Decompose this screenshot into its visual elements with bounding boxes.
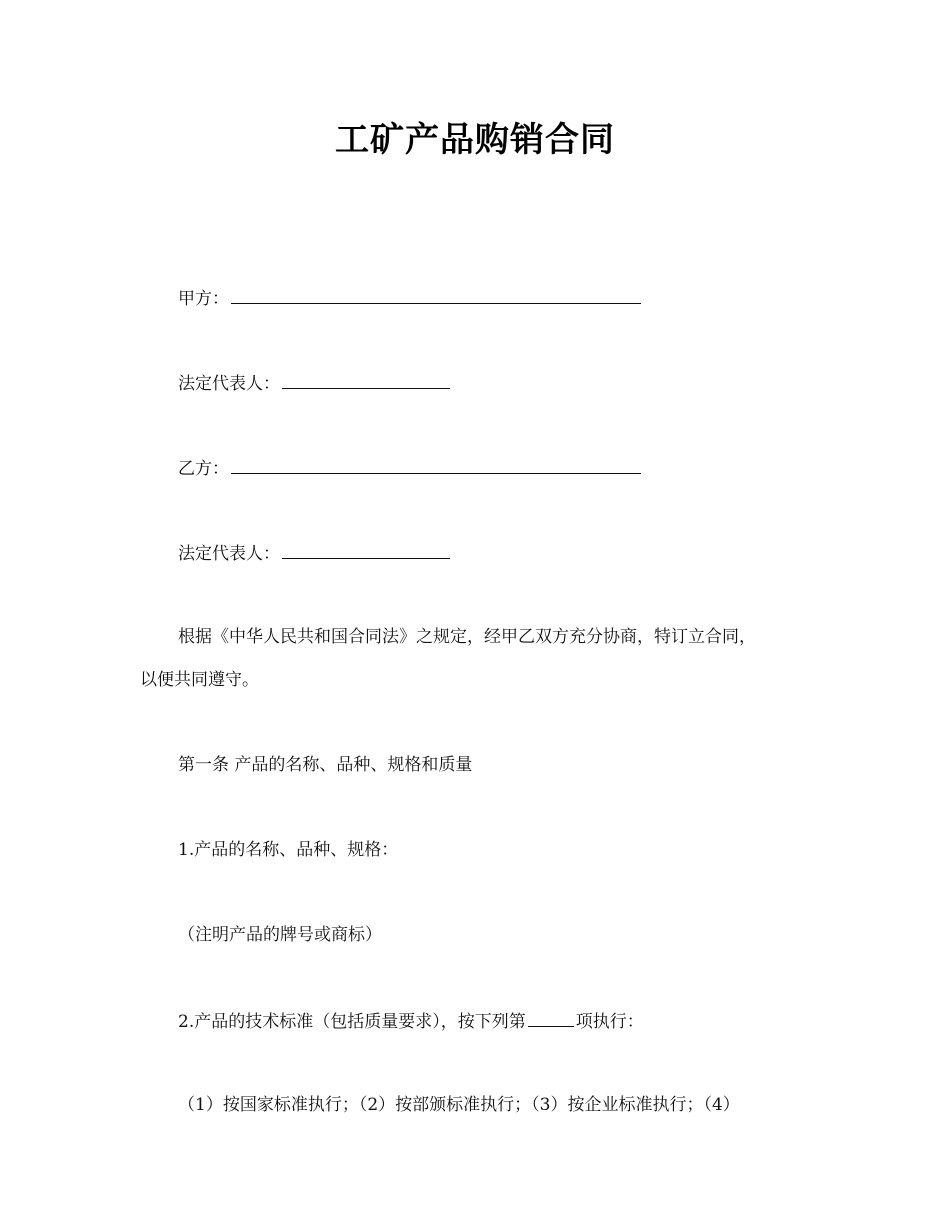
party-b-blank[interactable] [231, 455, 641, 474]
item-2-blank[interactable] [528, 1008, 574, 1027]
item-2-options: （1）按国家标准执行；（2）按部颁标准执行；（3）按企业标准执行；（4） [178, 1095, 740, 1115]
party-a-rep-blank[interactable] [282, 370, 450, 389]
item-1-note: （注明产品的牌号或商标） [178, 925, 382, 945]
party-b-line [178, 455, 641, 481]
article-1-heading: 第一条 产品的名称、品种、规格和质量 [178, 755, 473, 775]
preamble-line-2: 以便共同遵守。 [140, 670, 259, 690]
item-2-prefix: 2.产品的技术标准（包括质量要求），按下列第 [178, 1012, 526, 1032]
item-2-suffix: 项执行： [575, 1012, 644, 1032]
party-b-rep-blank[interactable] [282, 540, 450, 559]
party-a-label: 甲方： [178, 289, 229, 309]
item-2-line [178, 1008, 644, 1034]
document-title: 工矿产品购销合同 [335, 120, 615, 160]
party-a-rep-line [178, 370, 450, 396]
item-1: 1.产品的名称、品种、规格： [178, 840, 399, 860]
party-a-line [178, 285, 641, 311]
preamble-line-1: 根据《中华人民共和国合同法》之规定，经甲乙双方充分协商，特订立合同， [178, 627, 756, 647]
party-b-rep-line [178, 540, 450, 566]
party-a-rep-label: 法定代表人： [178, 374, 280, 394]
party-a-blank[interactable] [231, 285, 641, 304]
party-b-rep-label: 法定代表人： [178, 544, 280, 564]
party-b-label: 乙方： [178, 459, 229, 479]
